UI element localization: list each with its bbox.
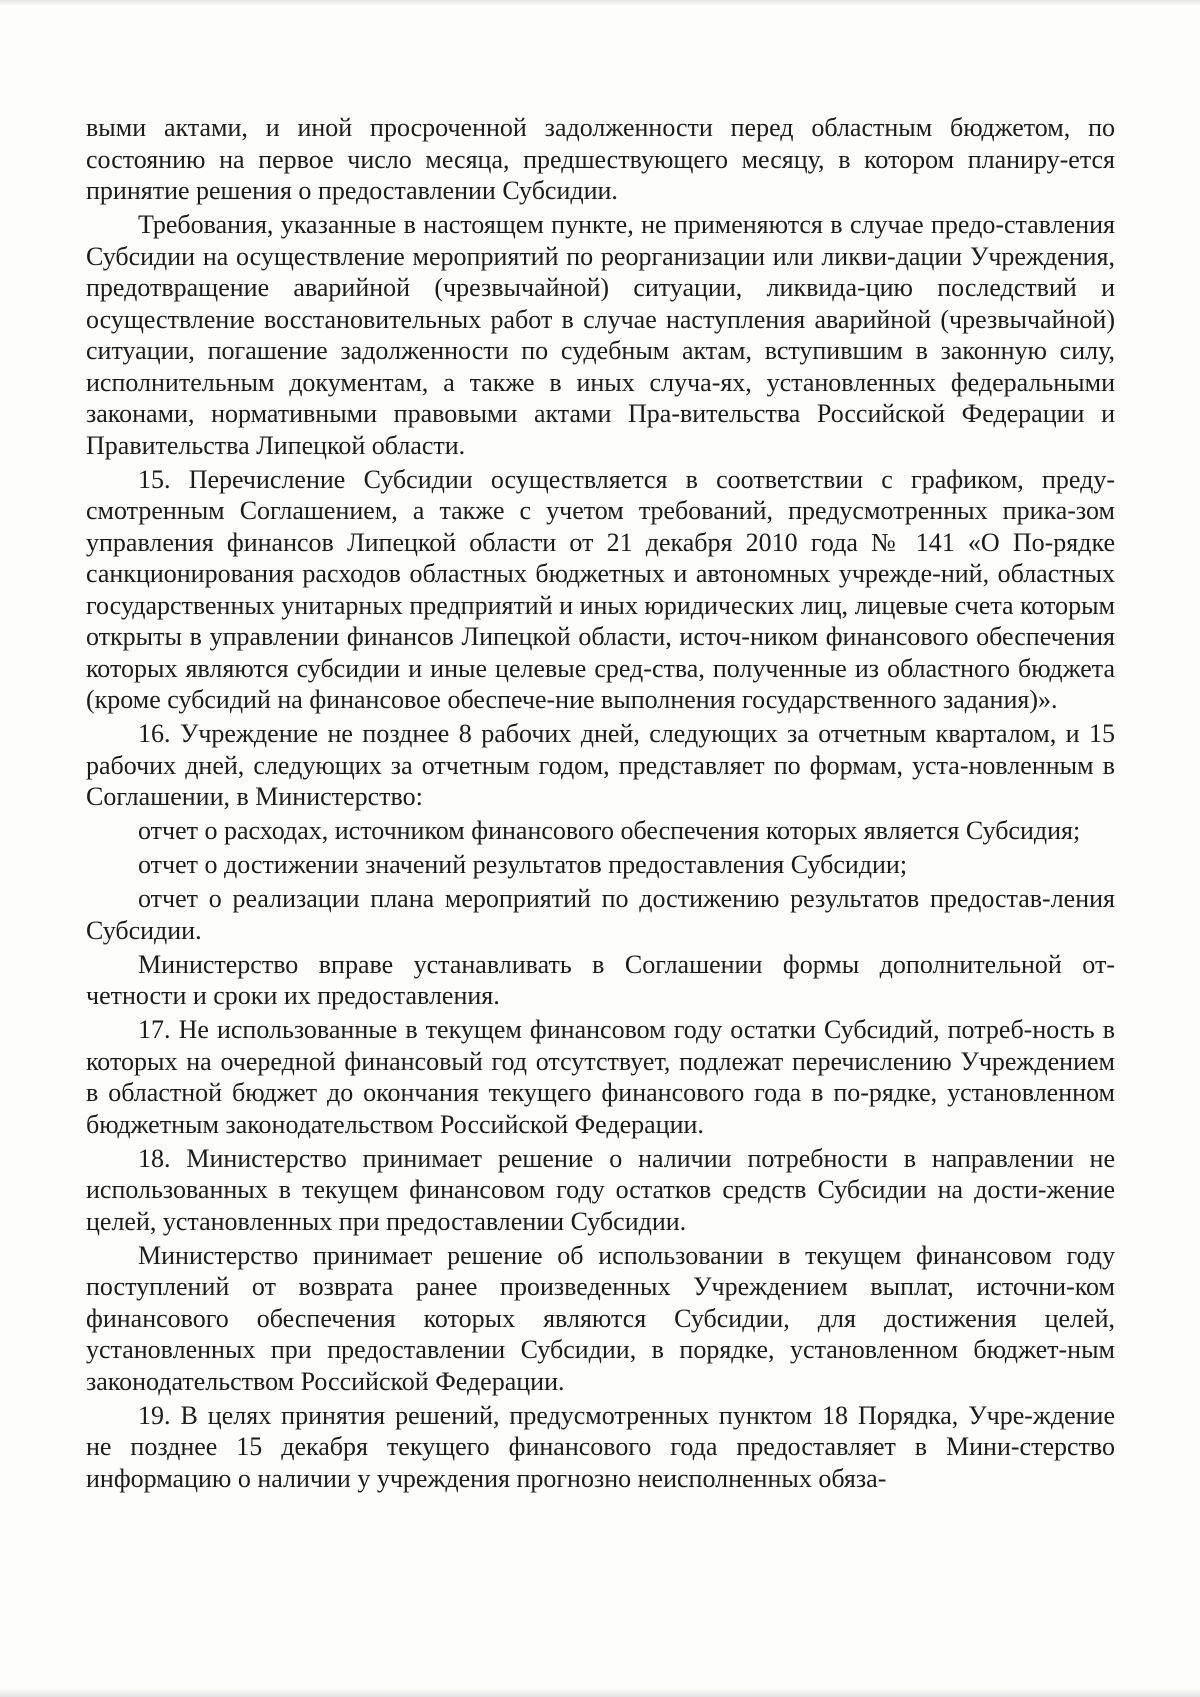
paragraph-continuation: выми актами, и иной просроченной задолженности перед областным бюджетом, по состоянию на первое число месяца, предшествующего месяцу, в котором планиру-ется принятие решения о предоставлении Субсидии.: [86, 113, 1115, 205]
paragraph-requirements-exceptions: Требования, указанные в настоящем пункте, не применяются в случае предо-ставления Субсидии на осуществление мероприятий по реорганизации или ликви-дации Учреждения, предотвращение аварийной (чрезвычайной) ситуации, ликвида-цию последствий и осуществление восстановительных работ в случае наступления аварийной (чрезвычайной) ситуации, погашение задолженности по судебным актам, вступившим в законную силу, исполнительным документам, а также в иных случа-ях, установленных федеральными законами, нормативными правовыми актами Пра-вительства Российской Федерации и Правительства Липецкой области.: [86, 210, 1115, 460]
paragraph-item-18: 18. Министерство принимает решение о наличии потребности в направлении не использованных в текущем финансовом году остатков средств Субсидии на дости-жение целей, установленных при предоставлении Субсидии.: [86, 1143, 1115, 1236]
scan-edge-top: [0, 0, 1200, 6]
paragraph-item-17: 17. Не использованные в текущем финансовом году остатки Субсидий, потреб-ность в которых на очередной финансовый год отсутствует, подлежат перечислению Учреждением в областной бюджет до окончания текущего финансового года в по-рядке, установленном бюджетным законодательством Российской Федерации.: [86, 1015, 1115, 1139]
paragraph-returns-usage: Министерство принимает решение об использовании в текущем финансовом году поступлений от возврата ранее произведенных Учреждением выплат, источни-ком финансового обеспечения которых являются Субсидии, для достижения целей, установленных при предоставлении Субсидии, в порядке, установленном бюджет-ным законодательством Российской Федерации.: [86, 1240, 1115, 1396]
paragraph-report-results: отчет о достижении значений результатов предоставления Субсидии;: [138, 850, 908, 879]
paragraph-item-16: 16. Учреждение не позднее 8 рабочих дней, следующих за отчетным кварталом, и 15 рабочих дней, следующих за отчетным годом, представляет по формам, уста-новленным в Соглашении, в Министерство:: [86, 719, 1115, 811]
scan-edge-bottom: [0, 1689, 1200, 1697]
document-body: [86, 112, 1115, 1497]
paragraph-item-19: 19. В целях принятия решений, предусмотренных пунктом 18 Порядка, Учре-ждение не позднее 15 декабря текущего финансового года предоставляет в Мини-стерство информацию о наличии у учреждения прогнозно неисполненных обяза-: [86, 1400, 1115, 1493]
paragraph-report-expenses: отчет о расходах, источником финансового обеспечения которых является Субсидия;: [138, 816, 1081, 845]
paragraph-item-15: 15. Перечисление Субсидии осуществляется в соответствии с графиком, преду-смотренным Соглашением, а также с учетом требований, предусмотренных прика-зом управления финансов Липецкой области от 21 декабря 2010 года № 141 «О По-рядке санкционирования расходов областных бюджетных и автономных учрежде-ний, областных государственных унитарных предприятий и иных юридических лиц, лицевые счета которым открыты в управлении финансов Липецкой области, источ-ником финансового обеспечения которых являются субсидии и иные целевые сред-ства, полученные из областного бюджета (кроме субсидий на финансовое обеспече-ние выполнения государственного задания)».: [86, 464, 1115, 714]
paragraph-report-plan: отчет о реализации плана мероприятий по достижению результатов предостав-ления Субсидии.: [86, 884, 1115, 945]
paragraph-additional-reporting: Министерство вправе устанавливать в Соглашении формы дополнительной от-четности и сроки их предоставления.: [86, 949, 1115, 1010]
